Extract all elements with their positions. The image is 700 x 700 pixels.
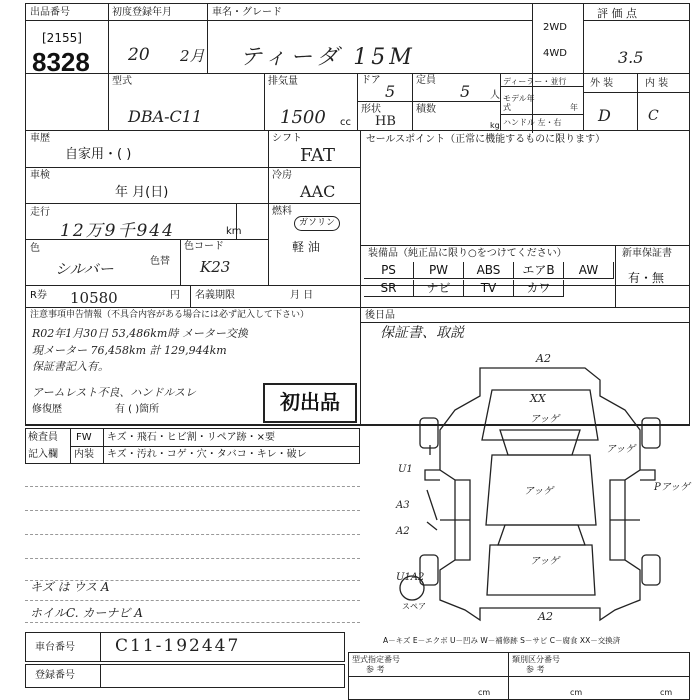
- equipment-item: ナビ: [414, 280, 464, 297]
- unit-cm: cm: [478, 688, 491, 697]
- color-code-label: 色コード: [184, 241, 224, 252]
- inspector-label1: 検査員: [28, 432, 58, 443]
- sales-point-label: セールスポイント（正常に機能するものに限ります）: [366, 134, 606, 145]
- model-id-sub: 参 考: [366, 665, 385, 674]
- mileage-unit: km: [226, 226, 242, 237]
- warranty-value: 有・無: [628, 271, 665, 285]
- shift-label: シフト: [272, 133, 302, 144]
- type-value: DBA-C11: [128, 107, 203, 126]
- capacity-label: 定員: [416, 75, 436, 86]
- capacity-value: 5: [460, 82, 471, 101]
- ext-label: 外 装: [590, 78, 614, 89]
- color-value: シルバー: [55, 260, 114, 278]
- damage-mark: アッゲ: [524, 486, 554, 497]
- meigi-value: 月 日: [290, 290, 314, 301]
- equipment-item: PS: [364, 262, 414, 279]
- equipment-item: AW: [564, 262, 614, 279]
- cc-unit: cc: [340, 117, 351, 128]
- grade-label: 評 価 点: [597, 7, 637, 20]
- door-label: ドア: [361, 75, 381, 86]
- inspector-note1: キズ は ウス A: [30, 580, 110, 594]
- unit-cm: cm: [660, 688, 673, 697]
- fuel-label: 燃料: [272, 206, 292, 217]
- damage-mark: A3: [396, 500, 410, 511]
- chassis-value: C11-192447: [115, 636, 241, 656]
- notes-line1: R02年1月30日 53,486km時 メーター交換: [32, 327, 248, 340]
- damage-mark: アッゲ: [530, 556, 560, 567]
- mileage-value: 12万9千944: [60, 221, 175, 241]
- model-name: ティーダ 15M: [240, 45, 416, 70]
- grade-value: 3.5: [618, 48, 644, 67]
- cc-label: 排気量: [268, 76, 298, 87]
- int-label: 内 装: [645, 78, 669, 89]
- reg-label: 登録番号: [35, 670, 75, 681]
- damage-legend: A－キズ E－エクボ U－凹み W－補修跡 S－サビ C－腐食 XX－交換済: [383, 636, 621, 645]
- after-value: 保証書、取説: [380, 325, 464, 341]
- repair-value: 有 ( )箇所: [115, 404, 160, 415]
- notes-line3: 保証書記入有。: [32, 360, 109, 373]
- mileage-label: 走行: [30, 207, 50, 218]
- color-code-value: K23: [200, 258, 231, 276]
- recycle-value: 10580: [70, 289, 118, 307]
- shift-value: FAT: [300, 145, 335, 166]
- model-label: 車名・グレード: [212, 7, 282, 18]
- fw-items: キズ・飛石・ヒビ割・リペア跡・×要: [107, 432, 275, 443]
- notes-line2: 現メーター 76,458km 計 129,944km: [32, 344, 227, 357]
- equipment-item: TV: [464, 280, 514, 297]
- rule: [348, 676, 690, 677]
- equipment-item: PW: [414, 262, 464, 279]
- meigi-label: 名義期限: [195, 290, 235, 301]
- recycle-unit: 円: [170, 290, 180, 301]
- damage-mark: A2: [396, 526, 410, 537]
- warranty-label: 新車保証書: [622, 248, 672, 259]
- dealer-label: ディーラー・並行: [503, 77, 567, 86]
- class-label: 類別区分番号: [512, 655, 560, 664]
- inspector-note2: ホイルC. カーナビ A: [30, 606, 143, 620]
- ext-value: D: [598, 106, 611, 125]
- type-label: 型式: [112, 76, 132, 87]
- model-year-label: モデル年式: [503, 94, 535, 112]
- rule: [100, 664, 101, 688]
- damage-mark: アッゲ: [530, 414, 560, 425]
- damage-mark: Pアッゲ: [654, 482, 691, 493]
- body-value: HB: [375, 114, 396, 129]
- color-change-label: 色替: [150, 256, 170, 267]
- damage-mark: A2: [538, 610, 553, 623]
- reg-year: 20: [128, 45, 150, 65]
- damage-mark: アッゲ: [606, 444, 636, 455]
- door-value: 5: [385, 82, 396, 101]
- damage-mark: XX: [530, 392, 546, 405]
- recycle-label: R券: [30, 290, 47, 301]
- lot-code: [2155]: [42, 31, 82, 45]
- equipment-item: エアB: [514, 262, 564, 279]
- model-id-label: 型式指定番号: [352, 655, 400, 664]
- lot-label: 出品番号: [30, 7, 70, 18]
- color-label: 色: [30, 243, 40, 254]
- class-sub: 参 考: [526, 665, 545, 674]
- equipment-item: ABS: [464, 262, 514, 279]
- damage-mark: U1: [398, 464, 413, 475]
- load-unit: kg: [490, 121, 500, 130]
- notes-line4: アームレスト不良、ハンドルスレ: [32, 386, 197, 399]
- first-listing-stamp: 初出品: [263, 383, 357, 423]
- inspector-label2: 記入欄: [28, 449, 58, 460]
- capacity-unit: 人: [490, 90, 500, 101]
- equipment-item: SR: [364, 280, 414, 297]
- drive-4wd: 4WD: [543, 48, 567, 59]
- history-value: 自家用・( ): [65, 147, 132, 162]
- ac-value: AAC: [300, 182, 336, 201]
- fuel-value: ガソリン: [294, 216, 340, 231]
- drive-2wd: 2WD: [543, 22, 567, 33]
- lot-number: 8328: [32, 47, 90, 77]
- equipment-label: 装備品（純正品に限り○をつけてください）: [368, 248, 567, 259]
- int-items-label: 内装: [74, 449, 94, 460]
- equipment-item: カワ: [514, 280, 564, 297]
- rule: [100, 632, 101, 662]
- ac-label: 冷房: [272, 170, 292, 181]
- damage-mark: U1A2: [396, 572, 425, 583]
- damage-mark: A2: [536, 352, 551, 365]
- inspection-value: 年 月(日): [115, 185, 169, 200]
- after-label: 後日品: [365, 310, 395, 321]
- cc-value: 1500: [280, 107, 326, 128]
- repair-label: 修復歴: [32, 404, 62, 415]
- int-value: C: [648, 108, 659, 124]
- notes-label: 注意事項申告情報（不具合内容がある場合には必ず記入して下さい）: [30, 310, 310, 320]
- handle-label: ハンドル 左・右: [503, 118, 562, 127]
- load-label: 積数: [416, 104, 436, 115]
- fuel-alt: 軽 油: [292, 240, 320, 254]
- reg-month: 2月: [180, 47, 205, 65]
- fw-label: FW: [76, 432, 92, 443]
- chassis-label: 車台番号: [35, 642, 75, 653]
- inspection-label: 車検: [30, 170, 50, 181]
- history-label: 車歴: [30, 133, 50, 144]
- int-items: キズ・汚れ・コゲ・穴・タバコ・キレ・破レ: [107, 449, 307, 460]
- year-unit: 年: [570, 103, 578, 112]
- body-label: 形状: [361, 104, 381, 115]
- reg-date-label: 初度登録年月: [112, 7, 172, 18]
- unit-cm: cm: [570, 688, 583, 697]
- spare-label: スペア: [402, 602, 426, 611]
